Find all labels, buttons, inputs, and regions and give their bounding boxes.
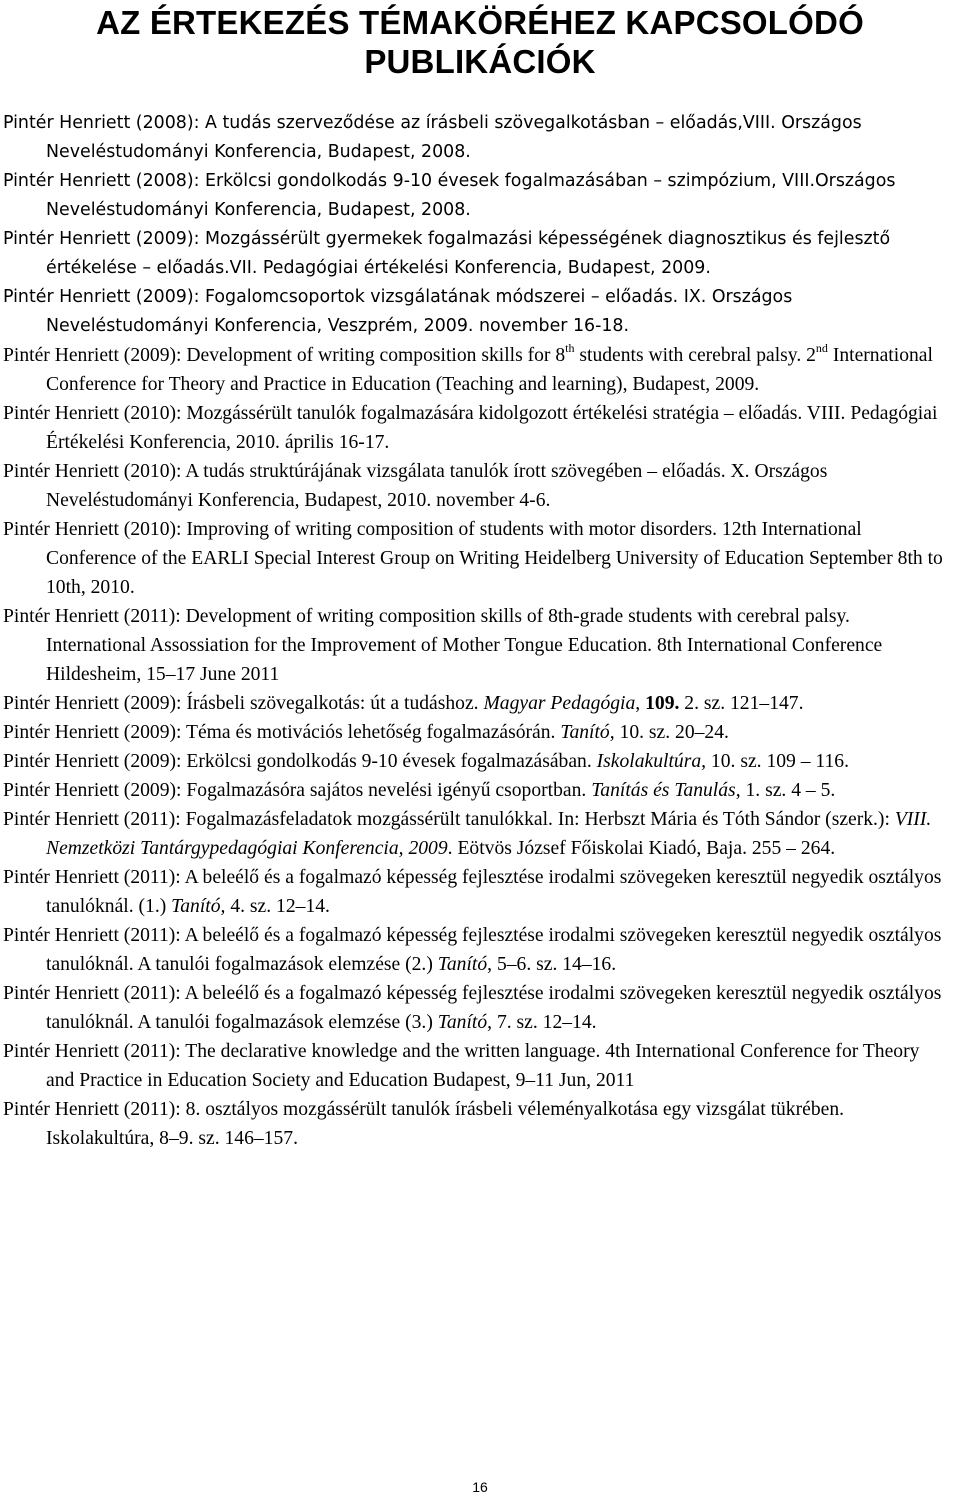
publication-item <box>3 979 949 1037</box>
publication-text: Pintér Henriett (2009): Mozgássérült gyermekek fogalmazási képességének diagnosztikus és fejlesztő értékelése – előadás.VII. Pedagógiai értékelési Konferencia, Budapest, 2009. <box>3 229 891 278</box>
publication-item <box>3 457 949 515</box>
publication-text: Pintér Henriett (2009): Erkölcsi gondolkodás 9-10 évesek fogalmazásában. <box>3 751 597 772</box>
publication-item <box>3 805 949 863</box>
journal-title: Tanító, <box>560 722 615 743</box>
publication-item <box>3 515 949 602</box>
publication-text: 10. sz. 109 – 116. <box>706 751 849 772</box>
publication-text: Pintér Henriett (2011): 8. osztályos mozgássérült tanulók írásbeli véleményalkotása egy vizsgálat tükrében. Iskolakultúra, 8–9. sz. 146–157. <box>3 1099 845 1149</box>
publication-item <box>3 718 949 747</box>
volume-number: 109. <box>645 693 680 714</box>
publication-text: Pintér Henriett (2011): A beleélő és a fogalmazó képesség fejlesztése irodalmi szövegeken keresztül negyedik osztályos tanulóknál. (1.) <box>3 867 942 917</box>
publication-text: Pintér Henriett (2010): A tudás struktúrájának vizsgálata tanulók írott szövegében – előadás. X. Országos Neveléstudományi Konferencia, Budapest, 2010. november 4-6. <box>3 461 828 511</box>
page-title <box>0 0 960 81</box>
publication-item <box>3 747 949 776</box>
publication-text: Pintér Henriett (2011): A beleélő és a fogalmazó képesség fejlesztése irodalmi szövegeken keresztül negyedik osztályos tanulóknál. A tanulói fogalmazások elemzése (2.) <box>3 925 942 975</box>
publication-text: 10. sz. 20–24. <box>614 722 729 743</box>
page-title-line-1: AZ ÉRTEKEZÉS TÉMAKÖRÉHEZ KAPCSOLÓDÓ <box>96 4 864 41</box>
journal-title: Tanítás és Tanulás <box>591 780 736 801</box>
publication-text: Pintér Henriett (2011): Development of writing composition skills of 8th-grade students with cerebral palsy. International Assossiation for the Improvement of Mother Tongue Education. 8th International Conference Hildesheim, 15–17 June 2011 <box>3 606 883 685</box>
publication-text: Pintér Henriett (2009): Fogalomcsoportok vizsgálatának módszerei – előadás. IX. Országos Neveléstudományi Konferencia, Veszprém, 2009. november 16-18. <box>3 287 793 336</box>
publication-item <box>3 109 949 167</box>
publication-text: students with cerebral palsy. 2 <box>574 345 816 366</box>
publication-text: Pintér Henriett (2011): Fogalmazásfeladatok mozgássérült tanulókkal. In: Herbszt Mária és Tóth Sándor (szerk.): <box>3 809 895 830</box>
publication-text: , 1. sz. 4 – 5. <box>735 780 836 801</box>
page-number: 16 <box>472 1479 488 1495</box>
journal-title: VIII. Nemzetközi Tantárgypedagógiai Konferencia, 2009 <box>46 809 932 859</box>
publication-text: , 5–6. sz. 14–16. <box>487 954 617 975</box>
journal-title: Tanító <box>437 1012 488 1033</box>
publication-text: Pintér Henriett (2010): Mozgássérült tanulók fogalmazására kidolgozott értékelési stratégia – előadás. VIII. Pedagógiai Értékelési Konferencia, 2010. április 16-17. <box>3 403 938 453</box>
publication-item <box>3 225 949 283</box>
publication-text: 4. sz. 12–14. <box>225 896 330 917</box>
publication-item <box>3 283 949 341</box>
publication-item <box>3 1037 949 1095</box>
publication-text: Pintér Henriett (2008): Erkölcsi gondolkodás 9-10 évesek fogalmazásában – szimpózium, VIII.Országos Neveléstudományi Konferencia, Budapest, 2008. <box>3 171 896 220</box>
publication-text: Pintér Henriett (2008): A tudás szerveződése az írásbeli szövegalkotásban – előadás,VIII. Országos Neveléstudományi Konferencia, Budapest, 2008. <box>3 113 862 162</box>
publication-text: International Conference for Theory and Practice in Education (Teaching and learning), Budapest, 2009. <box>46 345 933 395</box>
publication-text: 2. sz. 121–147. <box>679 693 804 714</box>
journal-title: Tanító, <box>171 896 226 917</box>
publication-item <box>3 776 949 805</box>
superscript: th <box>565 341 575 355</box>
publication-text: Pintér Henriett (2009): Fogalmazásóra sajátos nevelési igényű csoportban. <box>3 780 592 801</box>
publication-text: Pintér Henriett (2011): The declarative knowledge and the written language. 4th International Conference for Theory and Practice in Education Society and Education Budapest, 9–11 Jun, 2011 <box>3 1041 920 1091</box>
publication-text: , 7. sz. 12–14. <box>487 1012 597 1033</box>
publication-text: Pintér Henriett (2011): A beleélő és a fogalmazó képesség fejlesztése irodalmi szövegeken keresztül negyedik osztályos tanulóknál. A tanulói fogalmazások elemzése (3.) <box>3 983 942 1033</box>
publication-item <box>3 399 949 457</box>
page-title-line-2: PUBLIKÁCIÓK <box>364 43 596 80</box>
publication-item <box>3 341 949 399</box>
journal-title: Magyar Pedagógia <box>483 693 636 714</box>
publication-text: Pintér Henriett (2009): Téma és motivációs lehetőség fogalmazásórán. <box>3 722 561 743</box>
publication-item <box>3 863 949 921</box>
publication-text: , <box>635 693 646 714</box>
publication-text: Pintér Henriett (2009): Development of writing composition skills for 8 <box>3 345 566 366</box>
publication-item <box>3 921 949 979</box>
publication-item <box>3 602 949 689</box>
superscript: nd <box>815 341 828 355</box>
publication-text: . Eötvös József Főiskolai Kiadó, Baja. 255 – 264. <box>447 838 836 859</box>
publication-item <box>3 167 949 225</box>
publication-item <box>3 1095 949 1153</box>
publication-list <box>3 109 949 1153</box>
publication-item <box>3 689 949 718</box>
publication-text: Pintér Henriett (2009): Írásbeli szövegalkotás: út a tudáshoz. <box>3 693 484 714</box>
journal-title: Iskolakultúra, <box>596 751 707 772</box>
journal-title: Tanító <box>437 954 488 975</box>
publication-text: Pintér Henriett (2010): Improving of writing composition of students with motor disorders. 12th International Conference of the EARLI Special Interest Group on Writing Heidelberg University of Education September 8th to 10th, 2010. <box>3 519 943 598</box>
